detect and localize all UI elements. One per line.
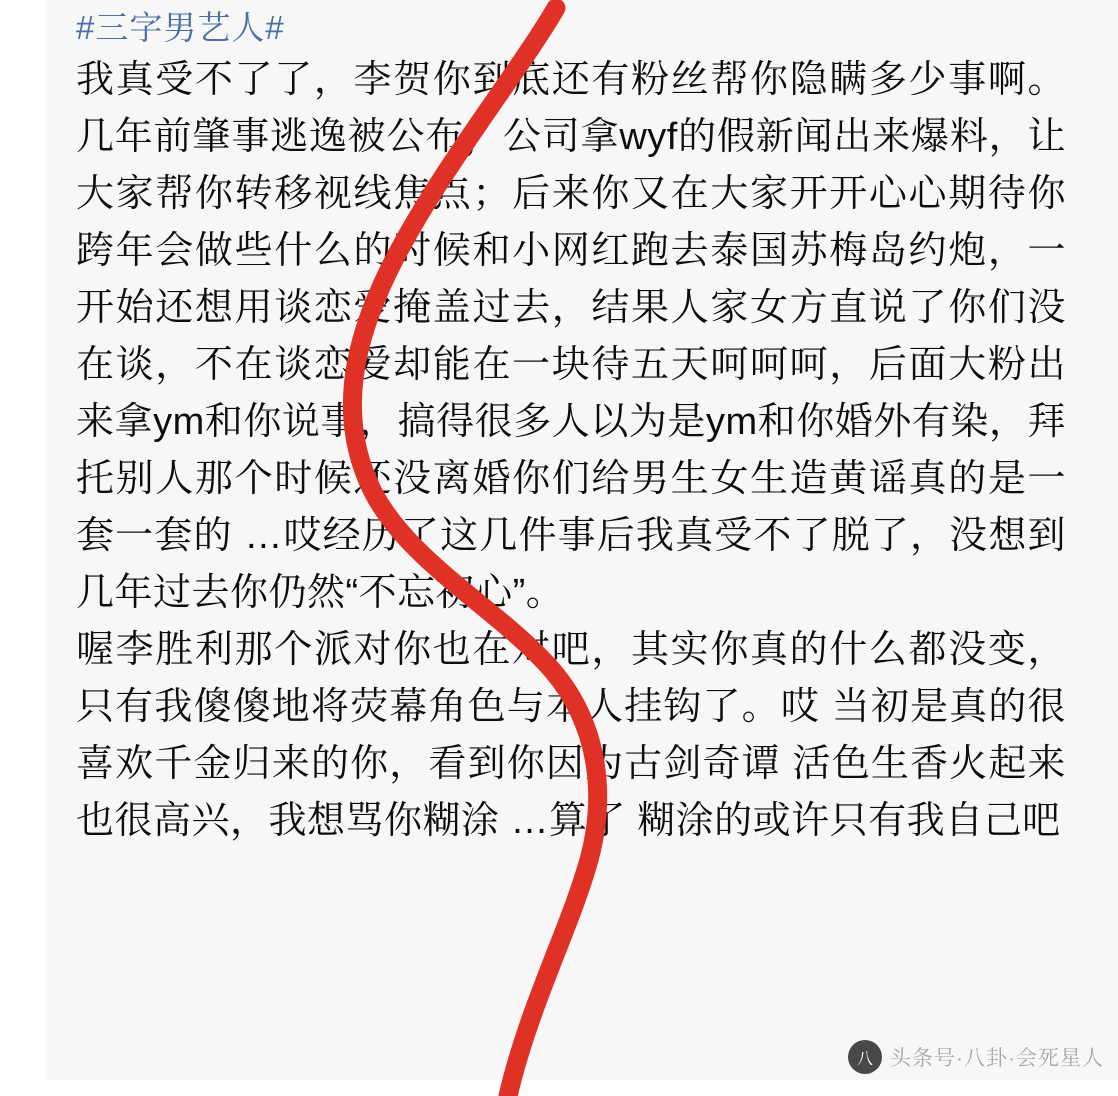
watermark-logo-icon: 八 (848, 1040, 882, 1074)
post-hashtag[interactable]: #三字男艺人# (76, 9, 285, 46)
page-bottom-margin (46, 1080, 1118, 1096)
post-card (46, 0, 1118, 1080)
page-left-margin (0, 0, 46, 1096)
post-paragraph-1: 我真受不了了，李贺你到底还有粉丝帮你隐瞒多少事啊。几年前肇事逃逸被公布，公司拿wyf的假新闻出来爆料，让大家帮你转移视线焦点；后来你又在大家开开心心期待你跨年会做些什么的时候和小网红跑去泰国苏梅岛约炮，一开始还想用谈恋爱掩盖过去，结果人家女方直说了你们没在谈，不在谈恋爱却能在一块待五天呵呵呵，后面大粉出来拿ym和你说事，搞得很多人以为是ym和你婚外有染，拜托别人那个时候还没离婚你们给男生女生造黄谣真的是一套一套的 …哎经历了这几件事后我真受不了脱了，没想到几年过去你仍然“不忘初心”。 (76, 59, 1066, 614)
watermark-text: 头条号·八卦·会死星人 (890, 1047, 1104, 1070)
post-paragraph-2: 喔李胜利那个派对你也在对吧，其实你真的什么都没变，只有我傻傻地将荧幕角色与本人挂钩了。哎 当初是真的很喜欢千金归来的你，看到你因为古剑奇谭 活色生香火起来也很高兴，我想骂你糊涂 …算了 糊涂的或许只有我自己吧 (76, 629, 1066, 842)
watermark (848, 1040, 1104, 1074)
